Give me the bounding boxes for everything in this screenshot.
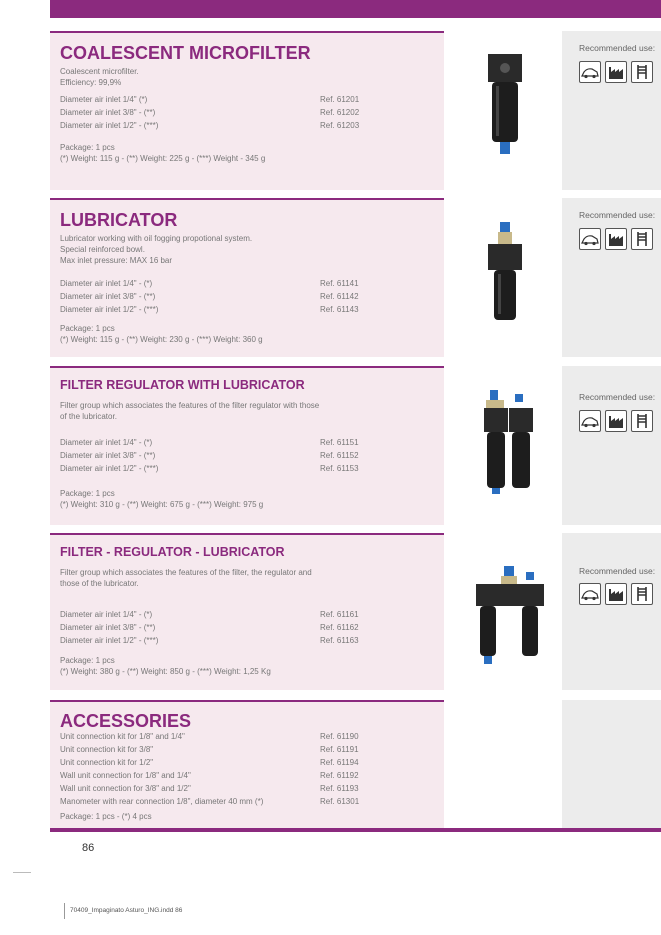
- section-title: FILTER REGULATOR WITH LUBRICATOR: [60, 378, 305, 392]
- recommended-use-box: [562, 31, 661, 190]
- recommended-use-box: [562, 366, 661, 525]
- package-info: Package: 1 pcs (*) Weight: 115 g - (**) Weight: 230 g - (***) Weight: 360 g: [60, 324, 263, 344]
- accessory-row: Unit connection kit for 1/8" and 1/4" Ref. 61190: [60, 732, 359, 741]
- factory-icon: [605, 583, 627, 605]
- variant-row: Diameter air inlet 1/2" - (***) Ref. 61203: [60, 121, 360, 130]
- accessory-list: [60, 732, 365, 810]
- filter-regulator-lubricator-group-product-image: [474, 566, 546, 668]
- accessory-row: Wall unit connection for 1/8" and 1/4" Ref. 61192: [60, 771, 359, 780]
- section-title: LUBRICATOR: [60, 210, 178, 230]
- ref-code: Ref. 61192: [320, 771, 359, 780]
- microfilter-product-image: [484, 52, 526, 160]
- ref-code: Ref. 61203: [320, 121, 360, 130]
- recommended-use-box-empty: [562, 700, 661, 828]
- accessory-row: Manometer with rear connection 1/8", diameter 40 mm (*) Ref. 61301: [60, 797, 360, 806]
- footer-divider: [64, 903, 65, 919]
- section-description: Lubricator working with oil fogging propotional system. Special reinforced bowl. Max inlet pressure: MAX 16 bar: [60, 234, 253, 265]
- recommended-use-box: [562, 533, 661, 690]
- variant-row: Diameter air inlet 1/4" - (*) Ref. 61141: [60, 279, 359, 288]
- section-title: COALESCENT MICROFILTER: [60, 43, 311, 63]
- ref-code: Ref. 61194: [320, 758, 359, 767]
- chair-icon: [631, 61, 653, 83]
- accessory-row: Unit connection kit for 1/2" Ref. 61194: [60, 758, 359, 767]
- product-variant-list: [60, 610, 365, 649]
- package-info: Package: 1 pcs - (*) 4 pcs: [60, 812, 152, 821]
- recommended-use-label: Recommended use:: [579, 210, 656, 220]
- variant-row: Diameter air inlet 3/8" - (**) Ref. 61162: [60, 623, 359, 632]
- section-description: Filter group which associates the features of the filter regulator with those of the lubricator.: [60, 401, 320, 421]
- accessory-row: Unit connection kit for 3/8" Ref. 61191: [60, 745, 359, 754]
- variant-row: Diameter air inlet 3/8" - (**) Ref. 61202: [60, 108, 360, 117]
- recommended-use-label: Recommended use:: [579, 392, 656, 402]
- variant-row: Diameter air inlet 1/4" - (*) Ref. 61161: [60, 610, 359, 619]
- variant-row: Diameter air inlet 3/8" - (**) Ref. 61142: [60, 292, 359, 301]
- variant-row: Diameter air inlet 1/2" - (***) Ref. 61143: [60, 305, 359, 314]
- recommended-use-box: [562, 198, 661, 357]
- section-description: Coalescent microfilter. Efficiency: 99,9%: [60, 67, 139, 87]
- recommended-use-label: Recommended use:: [579, 43, 656, 53]
- ref-code: Ref. 61201: [320, 95, 360, 104]
- car-icon: [579, 61, 601, 83]
- variant-row: Diameter air inlet 1/2" - (***) Ref. 61153: [60, 464, 359, 473]
- top-color-bar: [50, 0, 661, 18]
- variant-row: Diameter air inlet 1/4" (*) Ref. 61201: [60, 95, 360, 104]
- recommended-use-label: Recommended use:: [579, 566, 656, 576]
- car-icon: [579, 228, 601, 250]
- page-number: 86: [82, 842, 95, 854]
- package-info: Package: 1 pcs (*) Weight: 310 g - (**) Weight: 675 g - (***) Weight: 975 g: [60, 489, 264, 509]
- ref-code: Ref. 61162: [320, 623, 359, 632]
- product-variant-list: [60, 279, 365, 318]
- ref-code: Ref. 61141: [320, 279, 359, 288]
- ref-code: Ref. 61163: [320, 636, 359, 645]
- ref-code: Ref. 61161: [320, 610, 359, 619]
- product-variant-list: [60, 95, 365, 134]
- package-info: Package: 1 pcs (*) Weight: 115 g - (**) Weight: 225 g - (***) Weight - 345 g: [60, 143, 266, 163]
- car-icon: [579, 410, 601, 432]
- crop-mark: [13, 872, 31, 873]
- car-icon: [579, 583, 601, 605]
- package-info: Package: 1 pcs (*) Weight: 380 g - (**) Weight: 850 g - (***) Weight: 1,25 Kg: [60, 656, 271, 676]
- ref-code: Ref. 61193: [320, 784, 359, 793]
- lubricator-product-image: [484, 222, 526, 322]
- ref-code: Ref. 61151: [320, 438, 359, 447]
- variant-row: Diameter air inlet 3/8" - (**) Ref. 61152: [60, 451, 359, 460]
- factory-icon: [605, 61, 627, 83]
- section-title: ACCESSORIES: [60, 711, 192, 731]
- variant-row: Diameter air inlet 1/4" - (*) Ref. 61151: [60, 438, 359, 447]
- product-variant-list: [60, 438, 365, 477]
- chair-icon: [631, 228, 653, 250]
- bottom-color-bar: [50, 828, 661, 832]
- ref-code: Ref. 61191: [320, 745, 359, 754]
- ref-code: Ref. 61202: [320, 108, 360, 117]
- ref-code: Ref. 61143: [320, 305, 359, 314]
- section-description: Filter group which associates the features of the filter, the regulator and those of the lubricator.: [60, 568, 312, 588]
- ref-code: Ref. 61142: [320, 292, 359, 301]
- ref-code: Ref. 61153: [320, 464, 359, 473]
- factory-icon: [605, 228, 627, 250]
- variant-row: Diameter air inlet 1/2" - (***) Ref. 61163: [60, 636, 359, 645]
- ref-code: Ref. 61152: [320, 451, 359, 460]
- footer-filename: 70409_Impaginato Asturo_ING.indd 86: [70, 907, 183, 914]
- ref-code: Ref. 61301: [320, 797, 360, 806]
- section-title: FILTER - REGULATOR - LUBRICATOR: [60, 545, 285, 559]
- ref-code: Ref. 61190: [320, 732, 359, 741]
- filter-regulator-lubricator-product-image: [482, 390, 534, 496]
- product-image-cell: [444, 700, 562, 828]
- chair-icon: [631, 583, 653, 605]
- chair-icon: [631, 410, 653, 432]
- factory-icon: [605, 410, 627, 432]
- accessory-row: Wall unit connection for 3/8" and 1/2" Ref. 61193: [60, 784, 359, 793]
